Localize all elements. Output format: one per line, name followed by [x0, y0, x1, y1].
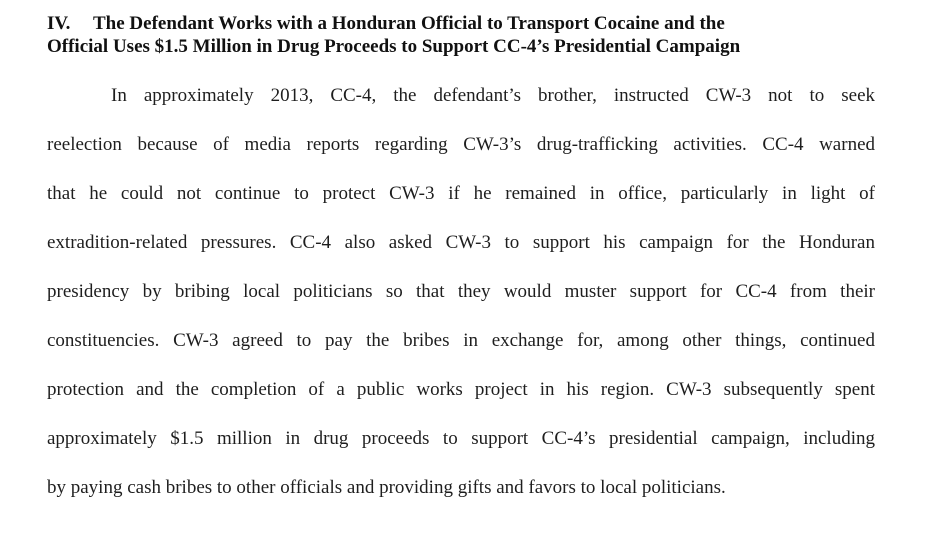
section-heading-line-2: Official Uses $1.5 Million in Drug Proceeds to Support CC-4’s Presidential Campaign	[47, 36, 741, 57]
paragraph-line-8: approximately $1.5 million in drug proceeds to support CC-4’s presidential campaign, including	[47, 428, 875, 449]
paragraph-line-3: that he could not continue to protect CW-3 if he remained in office, particularly in light of	[47, 183, 875, 204]
body-paragraph	[47, 82, 875, 523]
paragraph-line-2: reelection because of media reports regarding CW-3’s drug-trafficking activities. CC-4 warned	[47, 134, 875, 155]
paragraph-line-5: presidency by bribing local politicians so that they would muster support for CC-4 from their	[47, 281, 875, 302]
paragraph-line-1: In approximately 2013, CC-4, the defendant’s brother, instructed CW-3 not to seek	[111, 85, 875, 106]
paragraph-line-7: protection and the completion of a public works project in his region. CW-3 subsequently spent	[47, 379, 875, 400]
section-heading-text-1: The Defendant Works with a Honduran Official to Transport Cocaine and the	[93, 13, 725, 34]
paragraph-line-4: extradition-related pressures. CC-4 also asked CW-3 to support his campaign for the Honduran	[47, 232, 875, 253]
section-heading	[47, 12, 887, 58]
paragraph-line-6: constituencies. CW-3 agreed to pay the bribes in exchange for, among other things, continued	[47, 330, 875, 351]
section-number: IV.	[47, 13, 71, 34]
section-heading-line-1	[47, 12, 887, 35]
paragraph-line-9: by paying cash bribes to other officials and providing gifts and favors to local politicians.	[47, 477, 726, 498]
